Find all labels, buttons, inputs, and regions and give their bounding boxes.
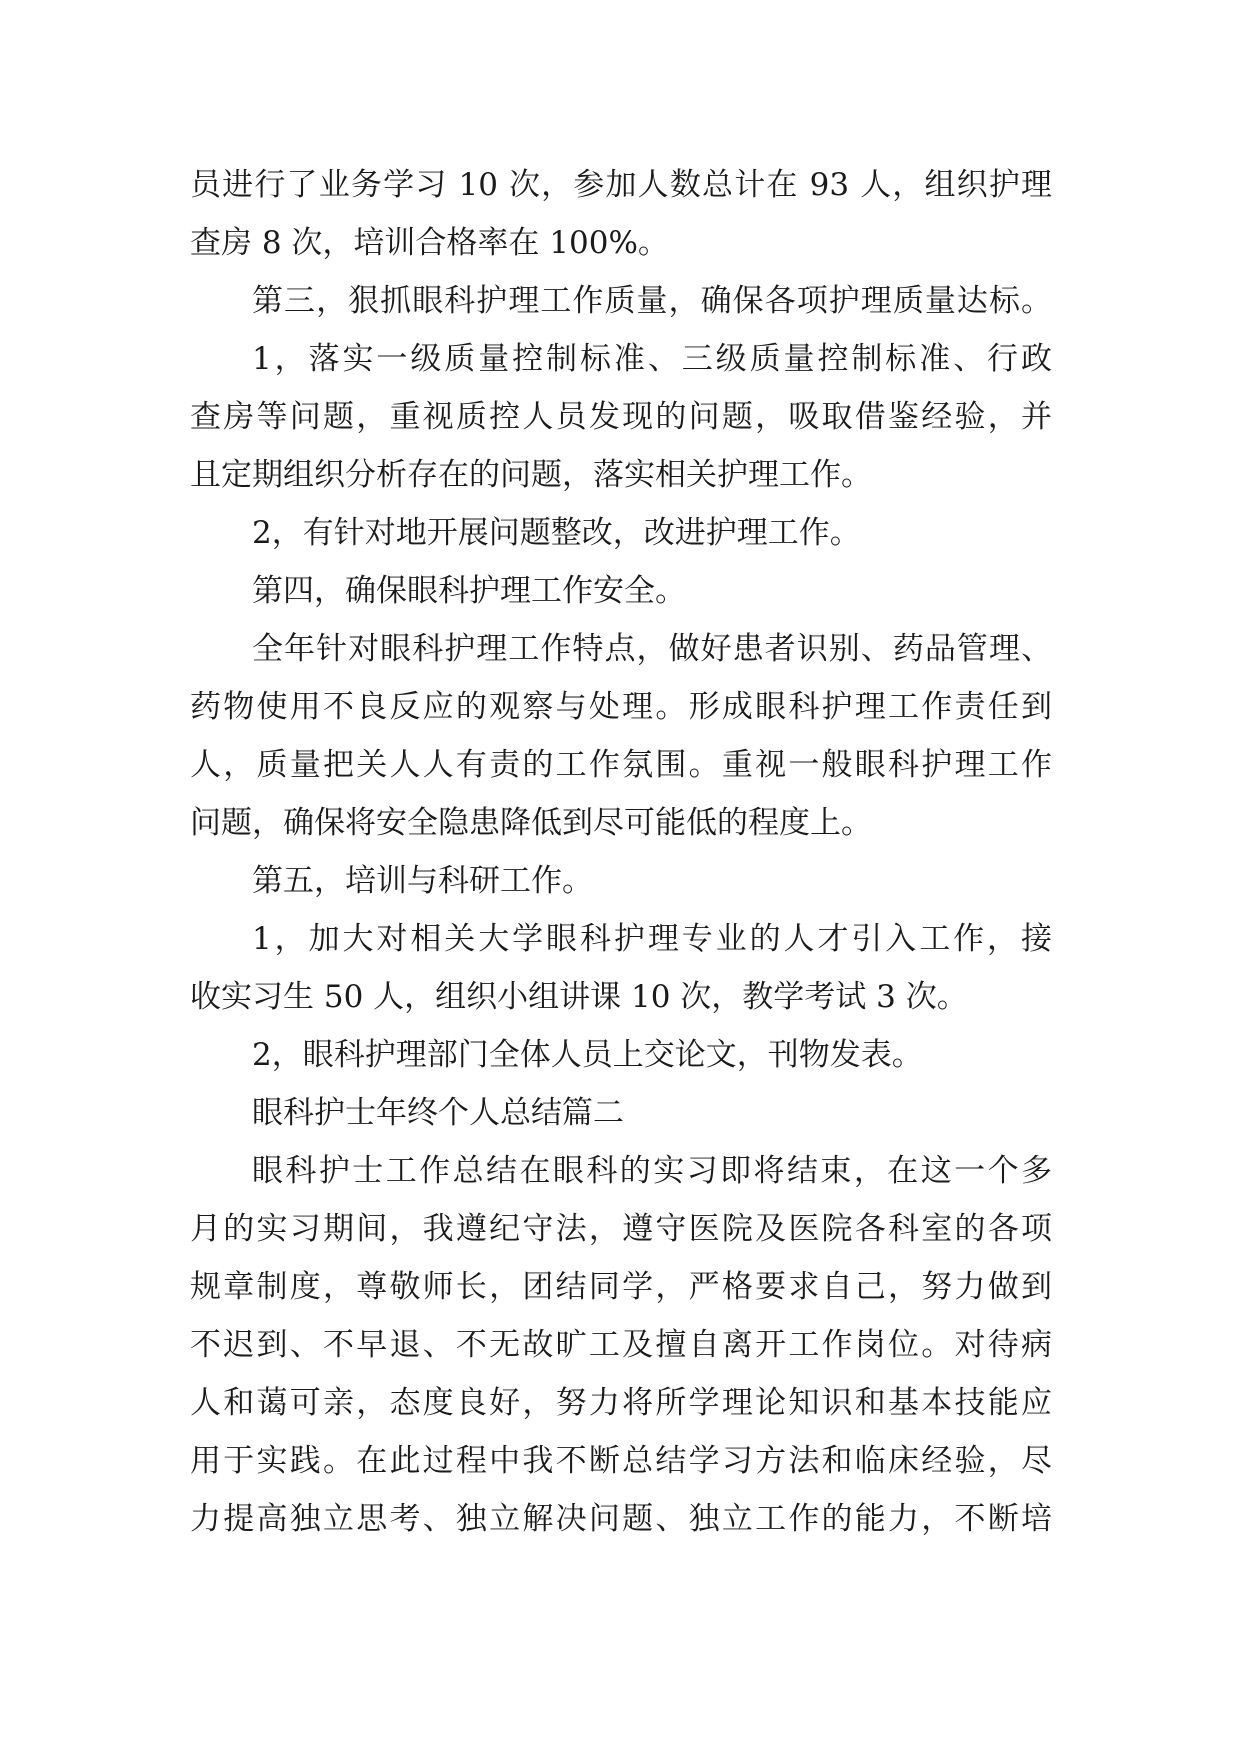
text-line: 人和蔼可亲，态度良好，努力将所学理论知识和基本技能应 [190,1385,1052,1421]
text-line: 用于实践。在此过程中我不断总结学习方法和临床经验，尽 [190,1443,1052,1479]
text-line: 查房 8 次，培训合格率在 100%。 [190,225,669,261]
text-line: 收实习生 50 人，组织小组讲课 10 次，教学考试 3 次。 [190,979,968,1015]
text-line: 2，有针对地开展问题整改，改进护理工作。 [252,515,861,551]
text-line: 人，质量把关人人有责的工作氛围。重视一般眼科护理工作 [190,747,1052,783]
section-heading: 第五，培训与科研工作。 [252,863,593,899]
document-body [190,156,1052,1548]
text-line: 查房等问题，重视质控人员发现的问题，吸取借鉴经验，并 [190,399,1052,435]
text-line: 第三，狠抓眼科护理工作质量，确保各项护理质量达标。 [252,283,1052,319]
text-line: 且定期组织分析存在的问题，落实相关护理工作。 [190,457,872,493]
text-line: 力提高独立思考、独立解决问题、独立工作的能力，不断培 [190,1501,1052,1537]
text-line: 员进行了业务学习 10 次，参加人数总计在 93 人，组织护理 [190,167,1052,203]
text-line: 问题，确保将安全隐患降低到尽可能低的程度上。 [190,805,872,841]
text-line: 规章制度，尊敬师长，团结同学，严格要求自己，努力做到 [190,1269,1052,1305]
text-line: 2，眼科护理部门全体人员上交论文，刊物发表。 [252,1037,923,1073]
text-line: 不迟到、不早退、不无故旷工及擅自离开工作岗位。对待病 [190,1327,1052,1363]
text-line: 1，加大对相关大学眼科护理专业的人才引入工作，接 [252,921,1052,957]
text-line: 全年针对眼科护理工作特点，做好患者识别、药品管理、 [252,631,1052,667]
article-title: 眼科护士年终个人总结篇二 [252,1095,624,1131]
text-line: 1，落实一级质量控制标准、三级质量控制标准、行政 [252,341,1052,377]
text-line: 眼科护士工作总结在眼科的实习即将结束，在这一个多 [252,1153,1052,1189]
text-line: 药物使用不良反应的观察与处理。形成眼科护理工作责任到 [190,689,1052,725]
text-line: 月的实习期间，我遵纪守法，遵守医院及医院各科室的各项 [190,1211,1052,1247]
section-heading: 第四，确保眼科护理工作安全。 [252,573,686,609]
